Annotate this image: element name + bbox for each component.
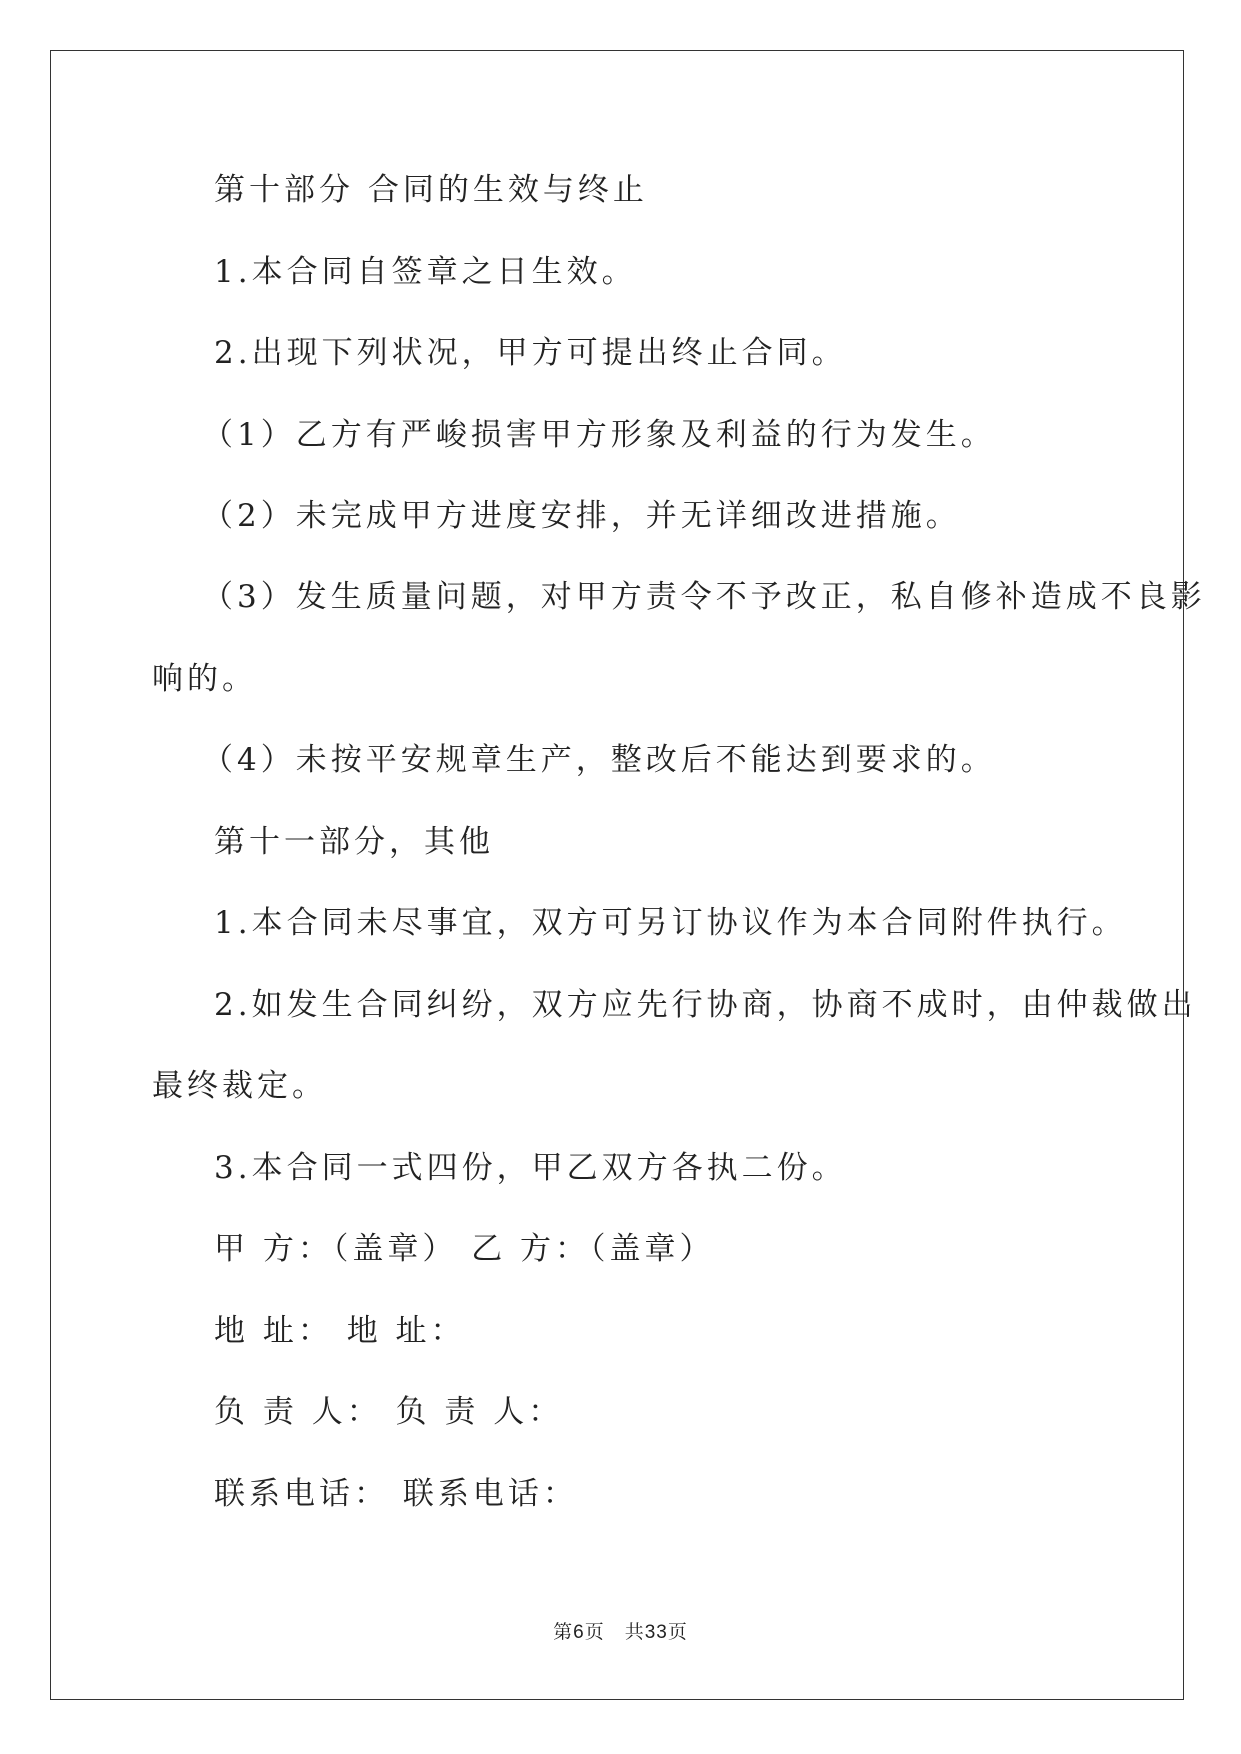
- signature-address-line: 地 址： 地 址：: [214, 1313, 466, 1349]
- signature-party-line: 甲 方：（盖章） 乙 方：（盖章）: [214, 1231, 715, 1267]
- page-footer: [0, 1621, 1241, 1645]
- signature-responsible-line: 负 责 人： 负 责 人：: [214, 1394, 564, 1430]
- paragraph-line: （3）发生质量问题，对甲方责令不予改正，私自修补造成不良影: [202, 579, 1206, 615]
- section-heading-10: 第十部分 合同的生效与终止: [214, 172, 648, 208]
- total-page-number: 33: [644, 1622, 668, 1643]
- page-border: [50, 50, 1184, 1700]
- paragraph-line: 1.本合同自签章之日生效。: [214, 254, 637, 290]
- paragraph-line: 响的。: [152, 661, 257, 697]
- paragraph-line: 1.本合同未尽事宜，双方可另订协议作为本合同附件执行。: [214, 905, 1127, 941]
- paragraph-line: 2.出现下列状况，甲方可提出终止合同。: [214, 335, 847, 371]
- current-page-number: 6: [573, 1622, 585, 1643]
- signature-phone-line: 联系电话： 联系电话：: [214, 1476, 578, 1512]
- paragraph-line: （4）未按平安规章生产，整改后不能达到要求的。: [202, 742, 996, 778]
- footer-suffix: 页: [667, 1622, 688, 1643]
- section-heading-11: 第十一部分，其他: [214, 824, 494, 860]
- footer-middle: 页 共: [584, 1622, 645, 1643]
- paragraph-line: 3.本合同一式四份，甲乙双方各执二份。: [214, 1150, 847, 1186]
- paragraph-line: 2.如发生合同纠纷，双方应先行协商，协商不成时，由仲裁做出: [214, 987, 1197, 1023]
- paragraph-line: 最终裁定。: [152, 1068, 327, 1104]
- paragraph-line: （1）乙方有严峻损害甲方形象及利益的行为发生。: [202, 417, 996, 453]
- paragraph-line: （2）未完成甲方进度安排，并无详细改进措施。: [202, 498, 961, 534]
- footer-prefix: 第: [553, 1622, 574, 1643]
